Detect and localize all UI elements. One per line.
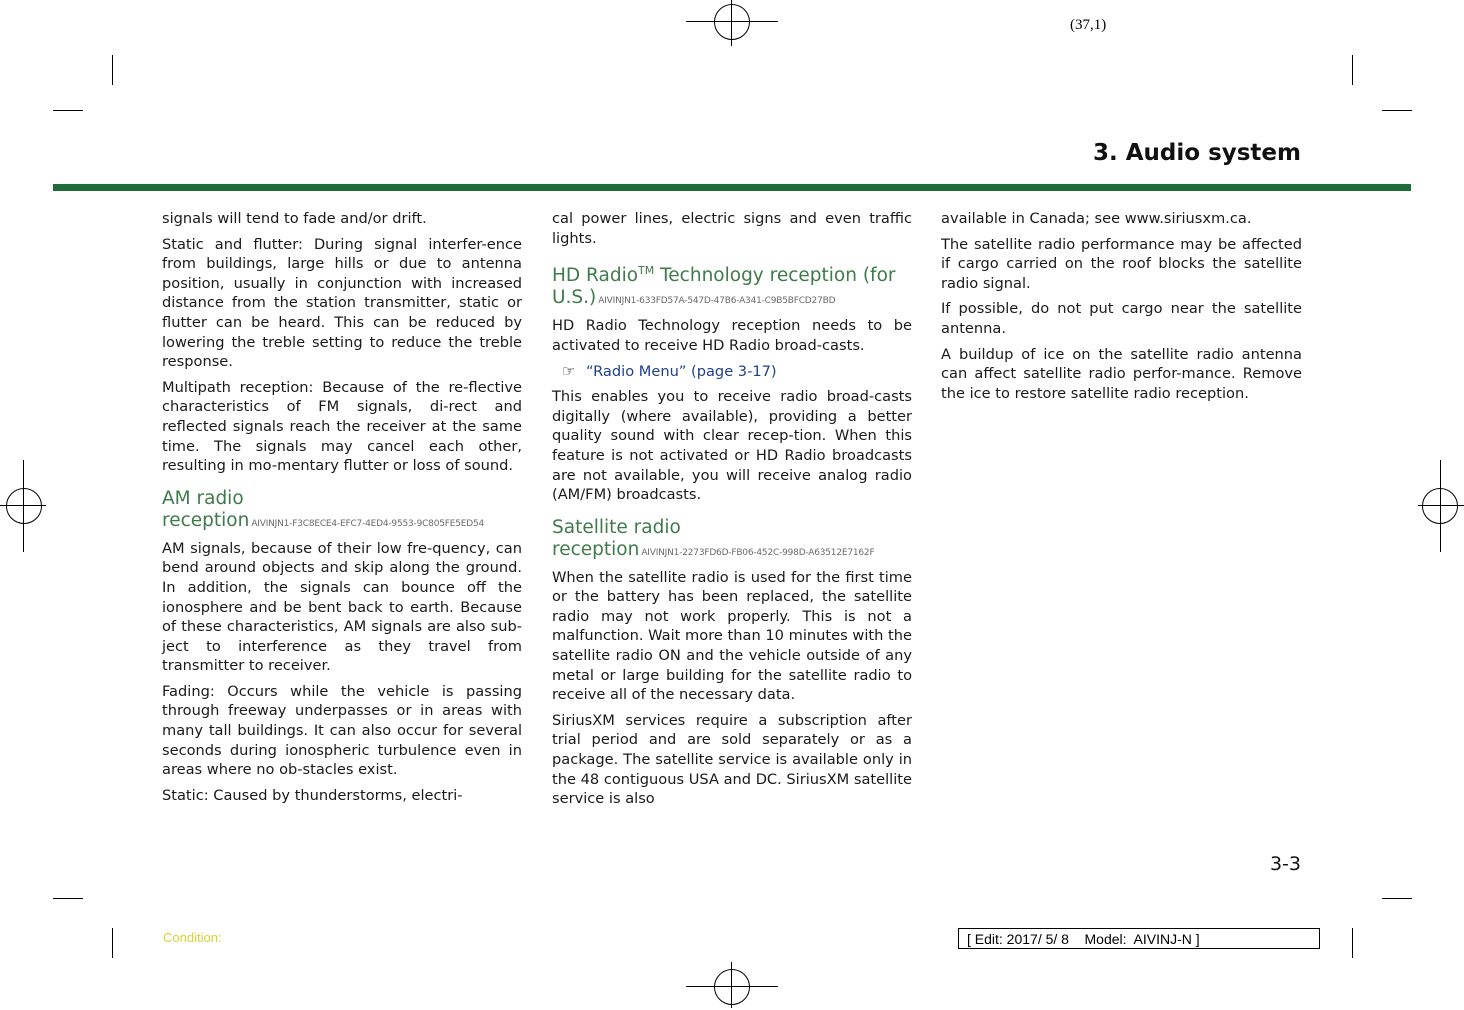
paragraph: available in Canada; see www.siriusxm.ca.	[941, 210, 1252, 227]
heading-satellite-radio	[552, 517, 912, 564]
page-number: 3-3	[1269, 853, 1301, 875]
paragraph: Fading: Occurs while the vehicle is passing through freeway underpasses or in areas with many tall buildings. It can also occur for several seconds during ionospheric turbulence even in areas where no ob-stacles exist.	[162, 682, 522, 779]
column-1	[162, 209, 522, 811]
edit-info-box: [ Edit: 2017/ 5/ 8 Model: AIVINJ-N ]	[958, 928, 1320, 949]
reference-link[interactable]	[562, 362, 912, 382]
reference-text[interactable]: “Radio Menu” (page 3-17)	[586, 362, 777, 380]
header-rule	[53, 184, 1411, 191]
heading-hd-radio	[552, 260, 912, 312]
heading-text-rest: Technology reception (for U.S.)	[552, 265, 896, 309]
page-code: (37,1)	[1070, 17, 1107, 33]
paragraph: A buildup of ice on the satellite radio antenna can affect satellite radio perfor-mance. Remove the ice to restore satellite radio reception.	[941, 345, 1302, 402]
condition-label: Condition:	[163, 930, 222, 945]
paragraph: HD Radio Technology reception needs to be activated to receive HD Radio broad-casts.	[552, 317, 912, 354]
paragraph: SiriusXM services require a subscription after trial period and are sold separately or as a package. The satellite service is available only in the 48 contiguous USA and DC. SiriusXM satellite service is also	[552, 711, 912, 808]
heading-code: AIVINJN1-F3C8ECE4-EFC7-4ED4-9553-9C805FE5ED54	[251, 518, 485, 529]
paragraph: signals will tend to fade and/or drift.	[162, 210, 427, 227]
column-2	[552, 209, 912, 815]
paragraph: cal power lines, electric signs and even traffic lights.	[552, 210, 912, 247]
heading-code: AIVINJN1-633FD57A-547D-47B6-A341-C9B5BFCD27BD	[598, 296, 836, 307]
paragraph: Static: Caused by thunderstorms, electri-	[162, 786, 463, 804]
paragraph: Static and flutter: During signal interfer-ence from buildings, large hills or due to antenna position, usually in conjunction with increased distance from the station transmitter, static or flutter can be heard. This can be reduced by lowering the treble setting to reduce the treble response.	[162, 235, 522, 371]
trademark: TM	[638, 264, 655, 278]
heading-am-radio	[162, 488, 522, 535]
paragraph: If possible, do not put cargo near the satellite antenna.	[941, 300, 1302, 337]
paragraph: The satellite radio performance may be affected if cargo carried on the roof blocks the satellite radio signal.	[941, 235, 1302, 292]
heading-code: AIVINJN1-2273FD6D-FB06-452C-998D-A63512E7162F	[641, 547, 875, 558]
heading-text: AM radio reception	[162, 487, 250, 531]
pointing-hand-icon: ☞	[562, 361, 576, 380]
column-3	[941, 209, 1302, 409]
paragraph: AM signals, because of their low fre-quency, can bend around objects and skip along the ground. In addition, the signals can bounce off the ionosphere and be bent back to earth. Because of these characteristics, AM signals are also sub-ject to interference as they travel from transmitter to receiver.	[162, 539, 522, 675]
paragraph: When the satellite radio is used for the first time or the battery has been replaced, the satellite radio may not work properly. This is not a malfunction. Wait more than 10 minutes with the satellite radio ON and the vehicle outside of any metal or large building for the satellite radio to receive all of the necessary data.	[552, 568, 912, 704]
heading-text: Satellite radio reception	[552, 516, 681, 560]
heading-text: HD Radio	[552, 265, 639, 287]
paragraph: Multipath reception: Because of the re-flective characteristics of FM signals, di-rect and reflected signals reach the receiver at the same time. The signals may cancel each other, resulting in mo-mentary flutter or loss of sound.	[162, 378, 522, 475]
paragraph: This enables you to receive radio broad-casts digitally (where available), providing a better quality sound with clear recep-tion. When this feature is not activated or HD Radio broadcasts are not available, you will receive analog radio (AM/FM) broadcasts.	[552, 388, 912, 504]
section-title: 3. Audio system	[1092, 140, 1301, 166]
